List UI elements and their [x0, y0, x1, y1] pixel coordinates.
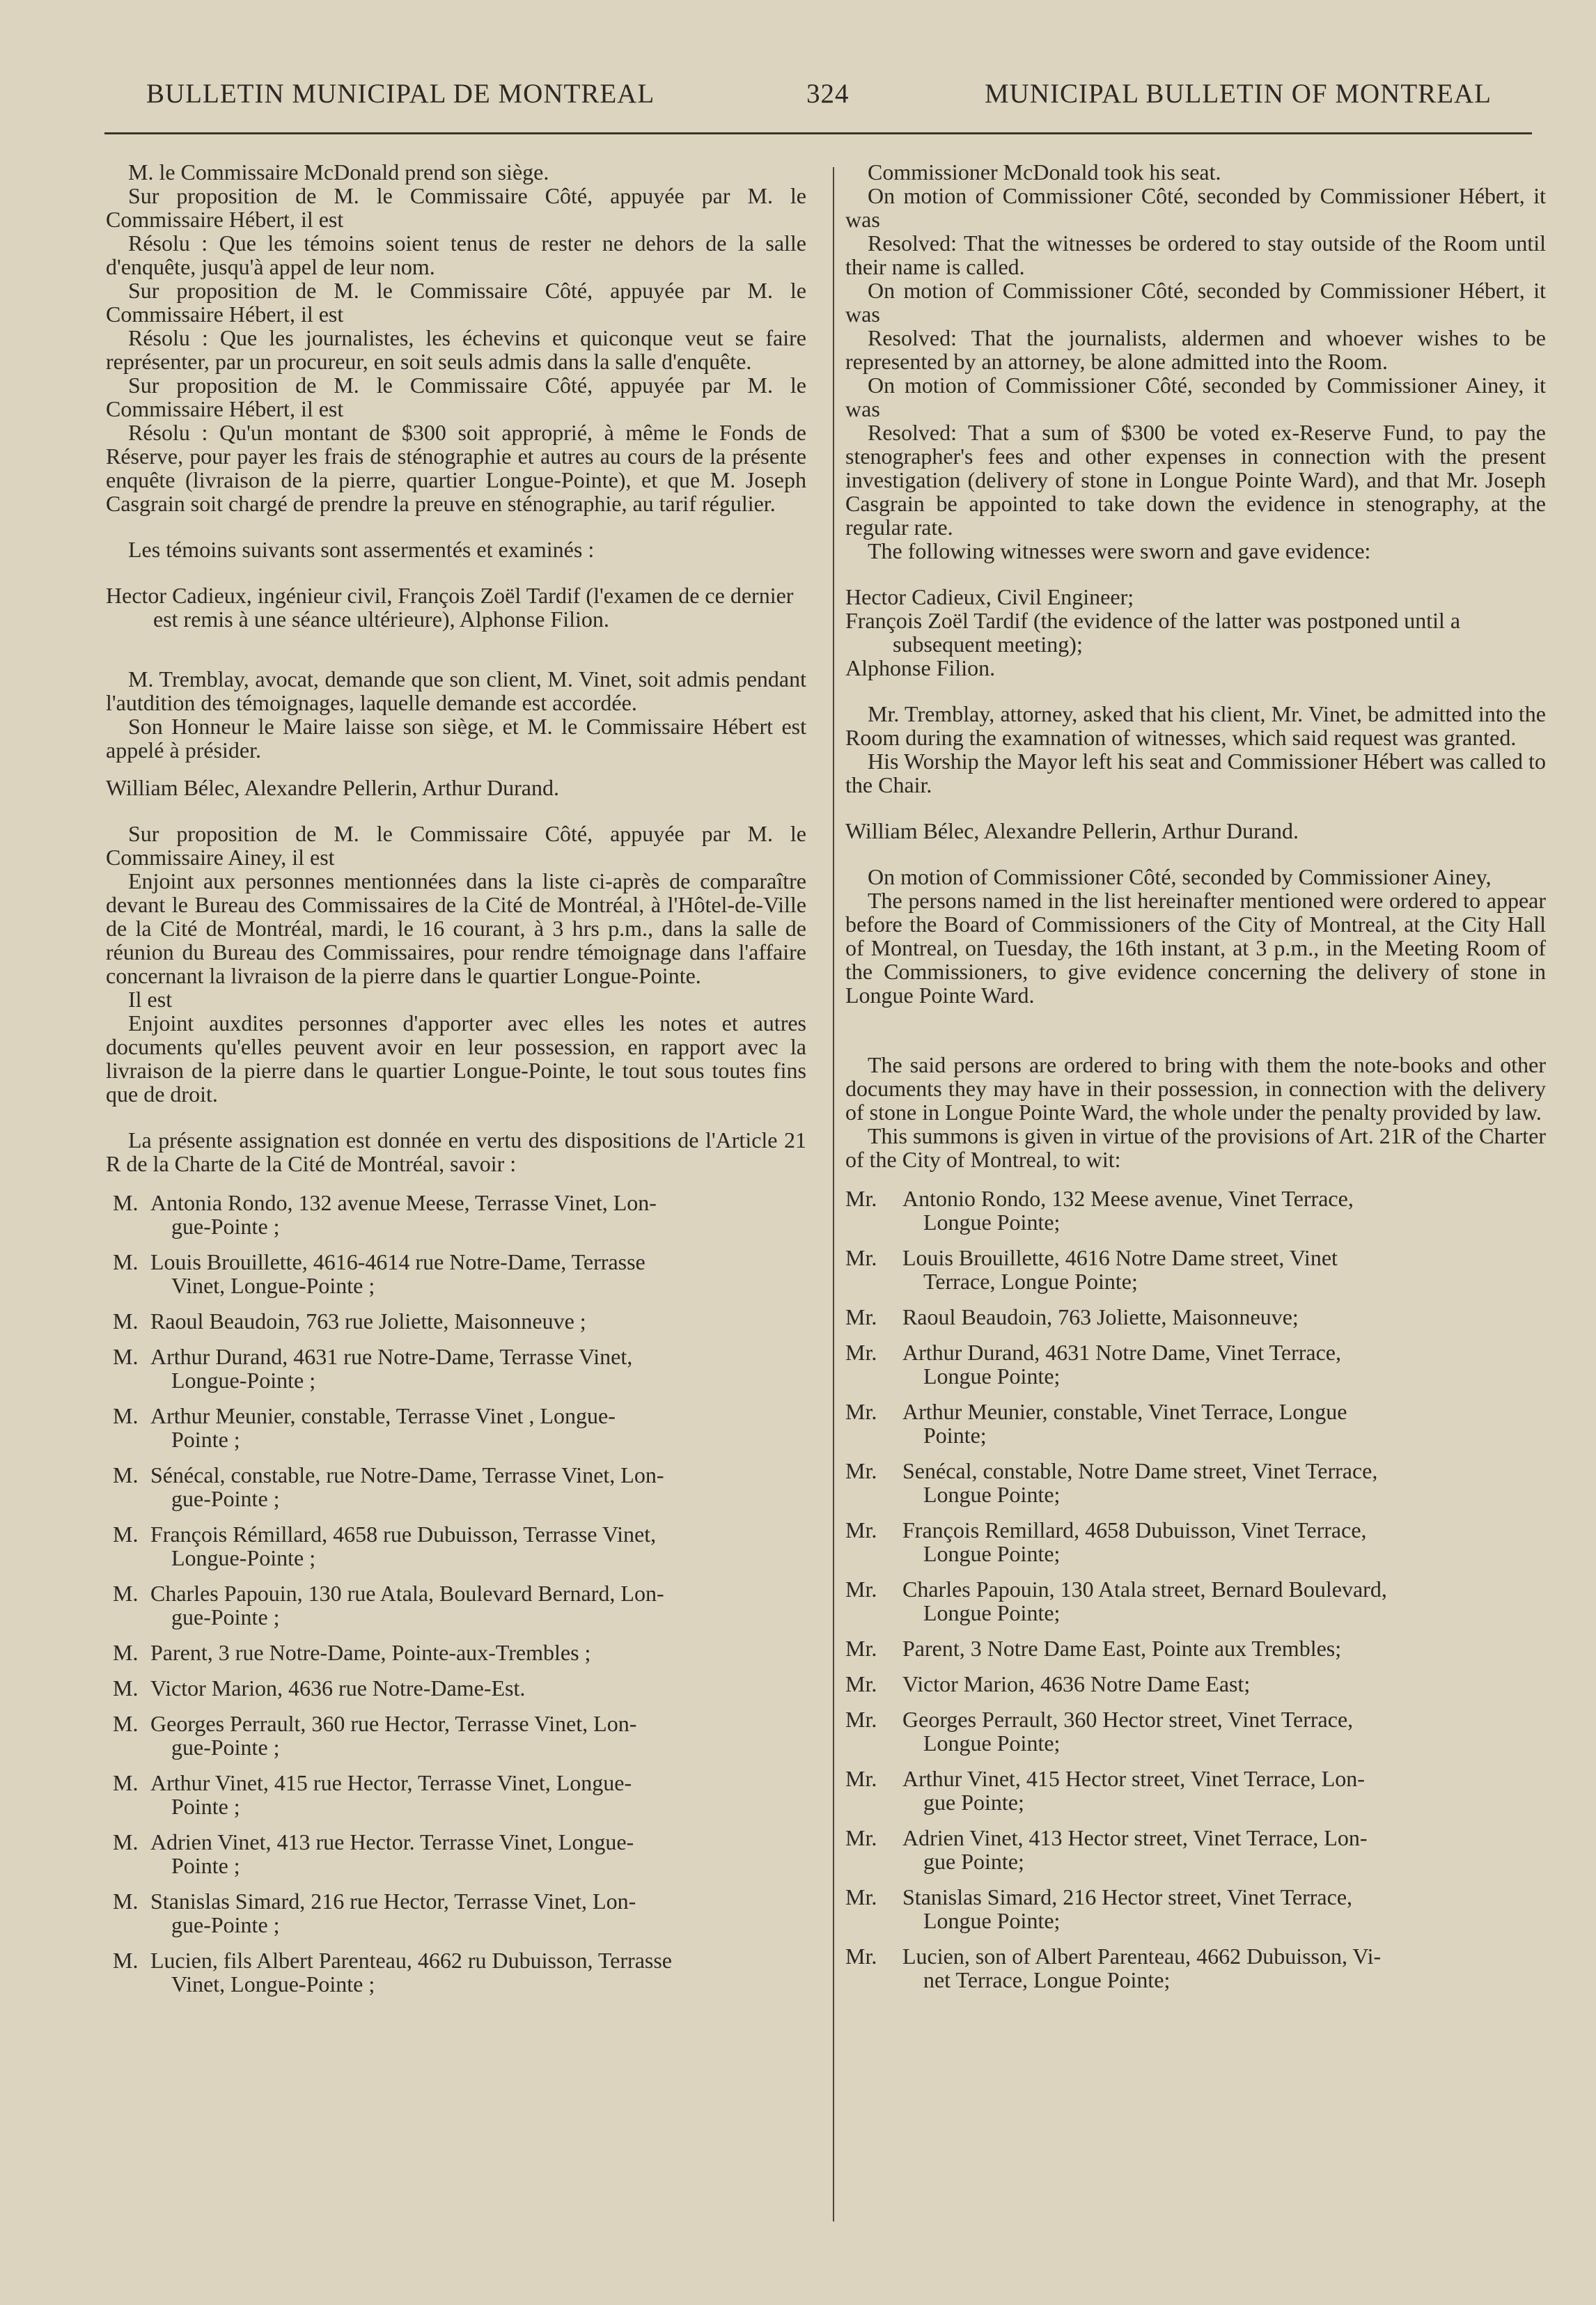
list-item-line: Stanislas Simard, 216 Hector street, Vinet Terrace, — [902, 1884, 1353, 1909]
list-item-line: Georges Perrault, 360 rue Hector, Terrasse Vinet, Lon- — [150, 1711, 637, 1736]
french-column — [106, 160, 806, 2008]
fr-paragraph: Enjoint aux personnes mentionnées dans la liste ci-après de comparaître devant le Bureau des Commissaires de la Cité de Montréal, à l'Hôtel-de-Ville de la Cité de Montréal, mardi, le 16 courant, à 3 hrs p.m., dans la salle de réunion du Bureau des Commissaires, pour rendre témoignage dans l'affaire concernant la livraison de la pierre dans le quartier Longue-Pointe. — [106, 868, 806, 988]
list-item-text — [902, 1246, 1546, 1293]
list-item-prefix: M. — [113, 1581, 139, 1606]
column-divider — [833, 167, 834, 2221]
list-item-prefix: M. — [113, 1675, 139, 1701]
list-item-prefix: M. — [113, 1770, 139, 1795]
list-item — [106, 1641, 806, 1664]
list-item — [845, 1826, 1546, 1873]
list-item-line: Longue Pointe; — [923, 1541, 1061, 1566]
list-item-line: Parent, 3 Notre Dame East, Pointe aux Trembles; — [902, 1636, 1342, 1661]
list-item-prefix: Mr. — [845, 1340, 877, 1365]
list-item-text — [902, 1826, 1546, 1873]
list-item — [845, 1577, 1546, 1625]
header-rule — [104, 132, 1532, 134]
fr-paragraph: Résolu : Que les journalistes, les échevins et quiconque veut se faire représenter, par un procureur, en soit seuls admis dans la salle d'enquête. — [106, 325, 806, 374]
fr-paragraph: Les témoins suivants sont assermentés et examinés : — [128, 537, 595, 562]
list-item — [845, 1400, 1546, 1447]
list-item-prefix: Mr. — [845, 1825, 877, 1850]
list-item-text — [902, 1577, 1546, 1625]
list-item-line: Lucien, fils Albert Parenteau, 4662 ru Dubuisson, Terrasse — [150, 1948, 672, 1973]
list-item-line: Charles Papouin, 130 Atala street, Bernard Boulevard, — [902, 1577, 1387, 1602]
fr-paragraph: Résolu : Que les témoins soient tenus de rester ne dehors de la salle d'enquête, jusqu'à appel de leur nom. — [106, 230, 806, 279]
list-item — [845, 1636, 1546, 1660]
list-item-line: gue Pointe; — [923, 1849, 1024, 1874]
list-item-line: Charles Papouin, 130 rue Atala, Boulevard Bernard, Lon- — [150, 1581, 664, 1606]
list-item-text — [902, 1708, 1546, 1755]
list-item — [845, 1708, 1546, 1755]
list-item-text — [150, 1250, 806, 1297]
fr-paragraph: La présente assignation est donnée en vertu des dispositions de l'Article 21 R de la Charte de la Cité de Montréal, savoir : — [106, 1127, 806, 1176]
fr-paragraph: Sur proposition de M. le Commissaire Côté, appuyée par M. le Commissaire Hébert, il est — [106, 373, 806, 421]
list-item-prefix: Mr. — [845, 1636, 877, 1661]
list-item-prefix: M. — [113, 1344, 139, 1369]
list-item-line: François Rémillard, 4658 rue Dubuisson, Terrasse Vinet, — [150, 1522, 657, 1547]
list-item-text — [150, 1191, 806, 1238]
fr-witness-list — [106, 584, 806, 631]
list-item — [106, 1309, 806, 1333]
list-item-line: Arthur Meunier, constable, Terrasse Vinet , Longue- — [150, 1403, 616, 1428]
list-item — [106, 1250, 806, 1297]
list-item-line: Terrace, Longue Pointe; — [923, 1269, 1138, 1294]
list-item-prefix: M. — [113, 1889, 139, 1914]
list-item-prefix: M. — [113, 1190, 139, 1215]
list-item-prefix: Mr. — [845, 1304, 877, 1329]
header-english-title: MUNICIPAL BULLETIN OF MONTREAL — [984, 79, 1492, 109]
list-item — [106, 1404, 806, 1451]
list-item — [845, 1885, 1546, 1932]
fr-paragraph: Enjoint auxdites personnes d'apporter avec elles les notes et autres documents qu'elles peuvent avoir en leur possession, en rapport avec la livraison de la pierre dans le quartier Longue-Pointe, le tout sous toutes fins que de droit. — [106, 1010, 806, 1107]
list-item-line: net Terrace, Longue Pointe; — [923, 1967, 1171, 1992]
en-witness: François Zoël Tardif (the evidence of the latter was postponed until a subsequent meeting); — [845, 608, 1461, 657]
fr-paragraph: Il est — [128, 987, 173, 1012]
list-item — [106, 1463, 806, 1510]
list-item-line: François Remillard, 4658 Dubuisson, Vinet Terrace, — [902, 1517, 1367, 1542]
list-item — [106, 1581, 806, 1629]
fr-paragraph: Sur proposition de M. le Commissaire Côté, appuyée par M. le Commissaire Hébert, il est — [106, 183, 806, 232]
list-item-prefix: Mr. — [845, 1186, 877, 1211]
fr-person-list — [106, 1191, 806, 1996]
en-witness: Hector Cadieux, Civil Engineer; — [845, 584, 1134, 609]
list-item-text — [150, 1889, 806, 1937]
list-item — [845, 1187, 1546, 1234]
list-item — [106, 1830, 806, 1877]
list-item-line: Vinet, Longue-Pointe ; — [171, 1971, 375, 1997]
list-item-prefix: Mr. — [845, 1944, 877, 1969]
list-item-text — [902, 1885, 1546, 1932]
list-item — [106, 1522, 806, 1570]
list-item-text — [150, 1581, 806, 1629]
en-paragraph: Resolved: That the journalists, aldermen and whoever wishes to be represented by an attorney, be alone admitted into the Room. — [845, 325, 1546, 374]
list-item-prefix: Mr. — [845, 1671, 877, 1696]
english-column — [845, 160, 1546, 2003]
list-item-line: Victor Marion, 4636 rue Notre-Dame-Est. — [150, 1675, 526, 1701]
list-item-text — [150, 1463, 806, 1510]
list-item-line: Pointe ; — [171, 1853, 240, 1878]
list-item — [845, 1341, 1546, 1388]
fr-paragraph: Sur proposition de M. le Commissaire Côté, appuyée par M. le Commissaire Ainey, il est — [106, 821, 806, 870]
list-item-line: Arthur Vinet, 415 Hector street, Vinet Terrace, Lon- — [902, 1766, 1365, 1791]
en-paragraph: The persons named in the list hereinafter mentioned were ordered to appear before the Board of Commissioners of the City of Montreal, at the City Hall of Montreal, on Tuesday, the 16th instant, at 3 p.m., in the Meeting Room of the Commissioners, to give evidence concerning the delivery of stone in Longue Pointe Ward. — [845, 888, 1546, 1008]
list-item-line: Adrien Vinet, 413 rue Hector. Terrasse Vinet, Longue- — [150, 1829, 634, 1854]
list-item-text — [150, 1948, 806, 1996]
list-item-line: Pointe ; — [171, 1427, 240, 1452]
list-item-text — [902, 1636, 1546, 1660]
list-item — [845, 1246, 1546, 1293]
list-item — [106, 1191, 806, 1238]
list-item-line: Arthur Vinet, 415 rue Hector, Terrasse Vinet, Longue- — [150, 1770, 632, 1795]
list-item-line: Longue Pointe; — [923, 1730, 1061, 1756]
list-item-prefix: Mr. — [845, 1399, 877, 1424]
list-item-line: Senécal, constable, Notre Dame street, Vinet Terrace, — [902, 1458, 1378, 1483]
list-item-line: gue-Pointe ; — [171, 1912, 280, 1937]
list-item-line: Parent, 3 rue Notre-Dame, Pointe-aux-Trembles ; — [150, 1640, 591, 1665]
list-item-text — [150, 1676, 806, 1700]
list-item-line: Longue Pointe; — [923, 1364, 1061, 1389]
list-item-line: Longue-Pointe ; — [171, 1545, 316, 1570]
list-item — [845, 1305, 1546, 1329]
list-item-line: Antonio Rondo, 132 Meese avenue, Vinet Terrace, — [902, 1186, 1354, 1211]
list-item-prefix: Mr. — [845, 1517, 877, 1542]
list-item-text — [902, 1672, 1546, 1696]
list-item-line: Victor Marion, 4636 Notre Dame East; — [902, 1671, 1251, 1696]
list-item — [106, 1345, 806, 1392]
list-item-line: gue-Pointe ; — [171, 1735, 280, 1760]
list-item-line: gue-Pointe ; — [171, 1486, 280, 1511]
fr-paragraph: M. le Commissaire McDonald prend son siège. — [128, 159, 549, 185]
list-item-line: Sénécal, constable, rue Notre-Dame, Terrasse Vinet, Lon- — [150, 1462, 664, 1487]
list-item-line: Longue Pointe; — [923, 1600, 1061, 1625]
list-item-line: Arthur Meunier, constable, Vinet Terrace, Longue — [902, 1399, 1347, 1424]
list-item-text — [902, 1767, 1546, 1814]
en-person-list — [845, 1187, 1546, 1992]
list-item-line: Louis Brouillette, 4616 Notre Dame street, Vinet — [902, 1245, 1338, 1270]
list-item-prefix: Mr. — [845, 1766, 877, 1791]
list-item-line: Vinet, Longue-Pointe ; — [171, 1273, 375, 1298]
list-item-line: gue-Pointe ; — [171, 1604, 280, 1630]
list-item-line: Longue Pointe; — [923, 1482, 1061, 1507]
en-paragraph: On motion of Commissioner Côté, seconded by Commissioner Hébert, it was — [845, 183, 1546, 232]
list-item-text — [150, 1830, 806, 1877]
fr-witnesses-2: William Bélec, Alexandre Pellerin, Arthur Durand. — [106, 775, 559, 800]
en-witness-list — [845, 585, 1546, 680]
list-item-line: Longue Pointe; — [923, 1908, 1061, 1933]
list-item-line: Pointe ; — [171, 1794, 240, 1819]
list-item-text — [902, 1459, 1546, 1506]
en-paragraph: Mr. Tremblay, attorney, asked that his client, Mr. Vinet, be admitted into the Room during the examnation of witnesses, which said request was granted. — [845, 701, 1546, 750]
list-item-prefix: M. — [113, 1462, 139, 1487]
fr-paragraph: Son Honneur le Maire laisse son siège, et M. le Commissaire Hébert est appelé à présider. — [106, 714, 806, 763]
list-item-text — [902, 1341, 1546, 1388]
list-item — [106, 1889, 806, 1937]
list-item — [845, 1767, 1546, 1814]
list-item-prefix: Mr. — [845, 1884, 877, 1909]
en-paragraph: Resolved: That the witnesses be ordered to stay outside of the Room until their name is called. — [845, 230, 1546, 279]
list-item-line: gue-Pointe ; — [171, 1214, 280, 1239]
list-item-text — [902, 1944, 1546, 1992]
en-witnesses-2: William Bélec, Alexandre Pellerin, Arthur Durand. — [845, 818, 1299, 843]
list-item-line: Pointe; — [923, 1423, 987, 1448]
en-paragraph: On motion of Commissioner Côté, seconded by Commissioner Ainey, — [868, 864, 1492, 889]
list-item-line: Georges Perrault, 360 Hector street, Vinet Terrace, — [902, 1707, 1354, 1732]
list-item-prefix: M. — [113, 1403, 139, 1428]
list-item-line: Arthur Durand, 4631 Notre Dame, Vinet Terrace, — [902, 1340, 1341, 1365]
list-item-text — [150, 1641, 806, 1664]
list-item-prefix: M. — [113, 1711, 139, 1736]
fr-paragraph: Résolu : Qu'un montant de $300 soit approprié, à même le Fonds de Réserve, pour payer les frais de sténographie et autres au cours de la présente enquête (livraison de la pierre, quartier Longue-Pointe), et que M. Joseph Casgrain soit chargé de prendre la preuve en sténographie, au tarif régulier. — [106, 420, 806, 516]
list-item-prefix: M. — [113, 1948, 139, 1973]
en-witness: Alphonse Filion. — [845, 655, 996, 680]
list-item-line: Antonia Rondo, 132 avenue Meese, Terrasse Vinet, Lon- — [150, 1190, 657, 1215]
list-item-prefix: Mr. — [845, 1707, 877, 1732]
list-item-prefix: M. — [113, 1249, 139, 1274]
list-item-line: gue Pointe; — [923, 1790, 1024, 1815]
page-header — [146, 78, 1492, 120]
list-item-text — [902, 1518, 1546, 1565]
list-item — [845, 1672, 1546, 1696]
list-item-line: Adrien Vinet, 413 Hector street, Vinet Terrace, Lon- — [902, 1825, 1368, 1850]
list-item-prefix: M. — [113, 1640, 139, 1665]
en-paragraph: Resolved: That a sum of $300 be voted ex-Reserve Fund, to pay the stenographer's fees and other expenses in connection with the present investigation (delivery of stone in Longue Pointe Ward), and that Mr. Joseph Casgrain be appointed to take down the evidence in stenography, at the regular rate. — [845, 420, 1546, 540]
en-paragraph: On motion of Commissioner Côté, seconded by Commissioner Hébert, it was — [845, 278, 1546, 327]
list-item-line: Arthur Durand, 4631 rue Notre-Dame, Terrasse Vinet, — [150, 1344, 633, 1369]
fr-paragraph: M. Tremblay, avocat, demande que son client, M. Vinet, soit admis pendant l'autdition des témoignages, laquelle demande est accordée. — [106, 666, 806, 715]
list-item-line: Lucien, son of Albert Parenteau, 4662 Dubuisson, Vi- — [902, 1944, 1382, 1969]
en-paragraph: This summons is given in virtue of the provisions of Art. 21R of the Charter of the City of Montreal, to wit: — [845, 1123, 1546, 1172]
page-number: 324 — [806, 79, 850, 109]
list-item-line: Raoul Beaudoin, 763 Joliette, Maisonneuve; — [902, 1304, 1299, 1329]
list-item-text — [902, 1187, 1546, 1234]
list-item — [106, 1676, 806, 1700]
list-item-text — [902, 1400, 1546, 1447]
list-item-line: Louis Brouillette, 4616-4614 rue Notre-Dame, Terrasse — [150, 1249, 646, 1274]
en-paragraph: Commissioner McDonald took his seat. — [868, 159, 1221, 185]
list-item-line: Longue-Pointe ; — [171, 1368, 316, 1393]
fr-paragraph: Sur proposition de M. le Commissaire Côté, appuyée par M. le Commissaire Hébert, il est — [106, 278, 806, 327]
list-item — [845, 1518, 1546, 1565]
list-item-text — [150, 1712, 806, 1759]
list-item-text — [150, 1771, 806, 1818]
list-item — [106, 1771, 806, 1818]
list-item-text — [150, 1404, 806, 1451]
en-paragraph: The following witnesses were sworn and gave evidence: — [868, 538, 1371, 563]
list-item-prefix: Mr. — [845, 1245, 877, 1270]
en-paragraph: The said persons are ordered to bring with them the note-books and other documents they may have in their possession, in connection with the delivery of stone in Longue Pointe Ward, the whole under the penalty provided by law. — [845, 1052, 1546, 1125]
header-french-title: BULLETIN MUNICIPAL DE MONTREAL — [146, 79, 655, 109]
list-item-line: Longue Pointe; — [923, 1210, 1061, 1235]
list-item-text — [150, 1345, 806, 1392]
en-paragraph: His Worship the Mayor left his seat and Commissioner Hébert was called to the Chair. — [845, 749, 1546, 797]
list-item — [845, 1944, 1546, 1992]
list-item — [845, 1459, 1546, 1506]
list-item-line: Raoul Beaudoin, 763 rue Joliette, Maisonneuve ; — [150, 1308, 586, 1334]
list-item-prefix: M. — [113, 1522, 139, 1547]
fr-witnesses: Hector Cadieux, ingénieur civil, François Zoël Tardif (l'examen de ce dernier est remis à une séance ultérieure), Alphonse Filion. — [106, 583, 794, 632]
en-paragraph: On motion of Commissioner Côté, seconded by Commissioner Ainey, it was — [845, 373, 1546, 421]
list-item-prefix: M. — [113, 1829, 139, 1854]
list-item — [106, 1948, 806, 1996]
list-item-prefix: Mr. — [845, 1458, 877, 1483]
list-item-prefix: Mr. — [845, 1577, 877, 1602]
list-item-text — [902, 1305, 1546, 1329]
list-item-prefix: M. — [113, 1308, 139, 1334]
list-item-line: Stanislas Simard, 216 rue Hector, Terrasse Vinet, Lon- — [150, 1889, 636, 1914]
list-item-text — [150, 1522, 806, 1570]
list-item-text — [150, 1309, 806, 1333]
list-item — [106, 1712, 806, 1759]
